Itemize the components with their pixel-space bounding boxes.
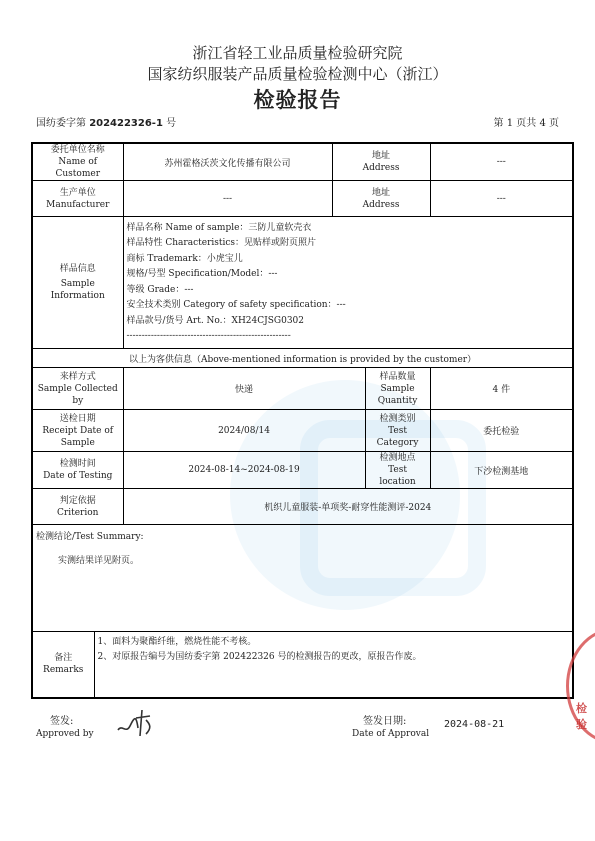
criterion-label: 判定依据 Criterion bbox=[32, 489, 123, 525]
remark-line: 2、对原报告编号为国纺委字第 202422326 号的检测报告的更改，原报告作废。 bbox=[97, 652, 422, 662]
sample-info-label: 样品信息 Sample Information bbox=[32, 217, 123, 349]
sample-trademark: 商标 Trademark：小虎宝儿 bbox=[126, 253, 243, 264]
summary-row bbox=[32, 525, 573, 632]
sample-quantity-value: 4 件 bbox=[430, 368, 573, 410]
approval-date: 2024-08-21 bbox=[444, 719, 505, 730]
sample-name: 样品名称 Name of sample：三防儿童软壳衣 bbox=[126, 222, 312, 233]
page-info: 第 1 页共 4 页 bbox=[493, 118, 559, 129]
testing-date-row bbox=[32, 452, 573, 489]
approver-signature bbox=[116, 706, 156, 738]
sample-info-dashes: ------------------------------------------------------ bbox=[126, 331, 291, 341]
test-location-value: 下沙检测基地 bbox=[430, 452, 573, 489]
customer-address-value: --- bbox=[430, 143, 573, 181]
sample-grade: 等级 Grade：--- bbox=[126, 284, 194, 295]
sample-collected-label: 来样方式 Sample Collected by bbox=[32, 368, 123, 410]
customer-address-label: 地址 Address bbox=[332, 143, 430, 181]
test-category-label: 检测类别 Test Category bbox=[365, 410, 430, 452]
manufacturer-row bbox=[32, 181, 573, 217]
customer-label: 委托单位名称 Name of Customer bbox=[32, 143, 123, 181]
sample-specification: 规格/号型 Specification/Model：--- bbox=[126, 269, 278, 279]
test-category-value: 委托检验 bbox=[430, 410, 573, 452]
sample-characteristics: 样品特性 Characteristics：见贴样或附页照片 bbox=[126, 238, 317, 248]
sample-collected-value: 快递 bbox=[123, 368, 365, 410]
testing-date-label: 检测时间 Date of Testing bbox=[32, 452, 123, 489]
approval-date-label: 签发日期: bbox=[363, 716, 407, 727]
report-table bbox=[31, 142, 574, 699]
approval-date-label-en: Date of Approval bbox=[352, 729, 430, 739]
manufacturer-value: --- bbox=[123, 181, 332, 217]
remarks-label: 备注 Remarks bbox=[32, 632, 94, 698]
sample-collected-row bbox=[32, 368, 573, 410]
receipt-date-row bbox=[32, 410, 573, 452]
sample-art-no: 样品款号/货号 Art. No.：XH24CJSG0302 bbox=[126, 315, 305, 326]
testing-date-value: 2024-08-14~2024-08-19 bbox=[123, 452, 365, 489]
document-title: 检验报告 bbox=[253, 87, 342, 112]
test-summary bbox=[32, 525, 573, 632]
sample-info-details bbox=[123, 217, 573, 349]
institute-name: 浙江省轻工业品质量检验研究院 bbox=[192, 44, 403, 62]
center-name: 国家纺织服装产品质量检验检测中心（浙江） bbox=[147, 65, 448, 83]
approved-by-label-en: Approved by bbox=[36, 729, 94, 739]
summary-text: 实测结果详见附页。 bbox=[58, 556, 140, 566]
customer-note-row bbox=[32, 349, 573, 368]
receipt-date-value: 2024/08/14 bbox=[123, 410, 365, 452]
customer-row bbox=[32, 143, 573, 181]
customer-value: 苏州霍格沃茨文化传播有限公司 bbox=[123, 143, 332, 181]
sample-quantity-label: 样品数量 Sample Quantity bbox=[365, 368, 430, 410]
remarks-content bbox=[94, 632, 573, 698]
sample-safety-category: 安全技术类别 Category of safety specification：--- bbox=[126, 300, 346, 310]
manufacturer-address-value: --- bbox=[430, 181, 573, 217]
receipt-date-label: 送检日期 Receipt Date of Sample bbox=[32, 410, 123, 452]
seal-text: 检验 bbox=[576, 702, 587, 731]
test-location-label: 检测地点 Test location bbox=[365, 452, 430, 489]
criterion-row bbox=[32, 489, 573, 525]
remark-line: 1、面料为聚酯纤维，燃烧性能不考核。 bbox=[97, 637, 257, 647]
manufacturer-label: 生产单位 Manufacturer bbox=[32, 181, 123, 217]
manufacturer-address-label: 地址 Address bbox=[332, 181, 430, 217]
approved-by-label: 签发: bbox=[50, 716, 74, 727]
sample-info-row bbox=[32, 217, 573, 349]
criterion-value: 机织儿童服装-单项奖-耐穿性能测评-2024 bbox=[123, 489, 573, 525]
report-number: 国纺委字第 202422326-1 号 bbox=[36, 118, 177, 129]
summary-label: 检测结论/Test Summary: bbox=[36, 532, 144, 542]
customer-note: 以上为客供信息（Above-mentioned information is provided by the customer） bbox=[32, 349, 573, 368]
remarks-row bbox=[32, 632, 573, 698]
